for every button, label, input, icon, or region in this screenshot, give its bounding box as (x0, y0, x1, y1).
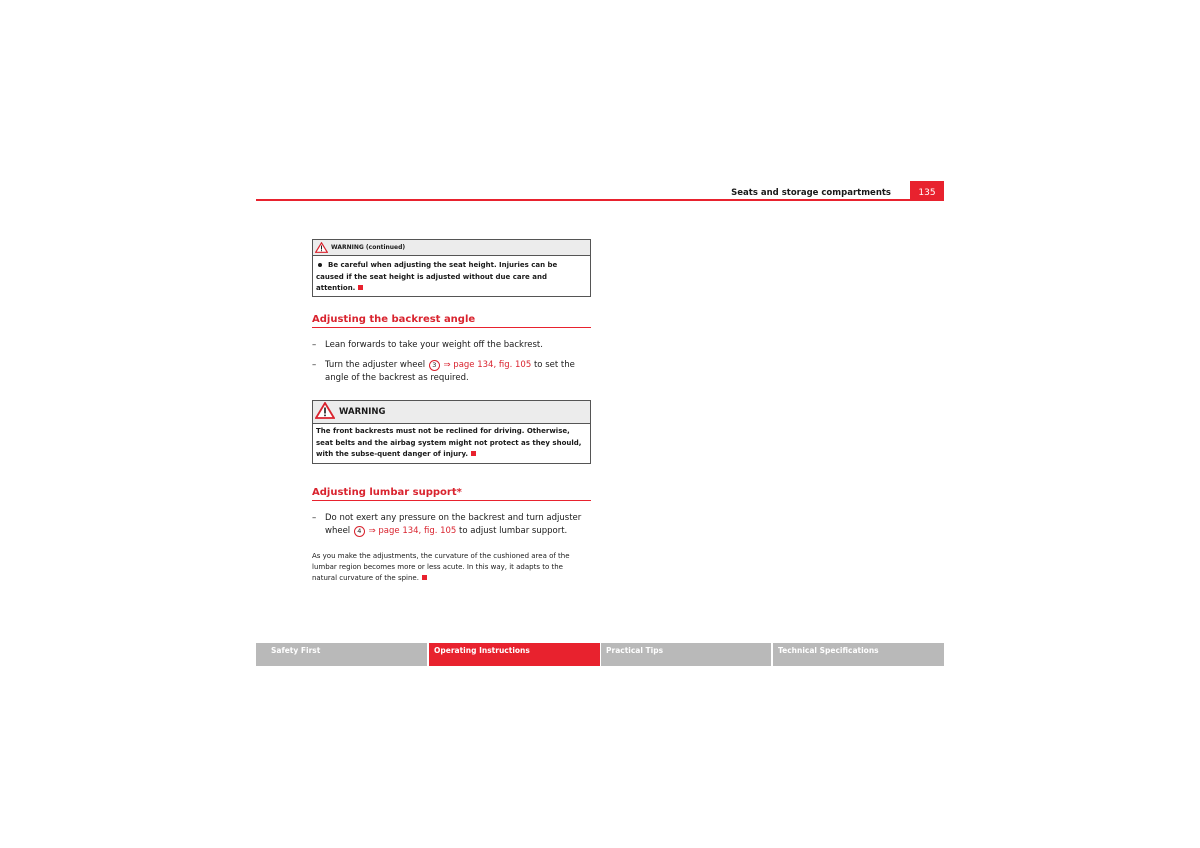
page-number: 135 (910, 181, 944, 201)
callout-number-4: 4 (354, 526, 365, 537)
warning-continued-box (312, 239, 591, 297)
chapter-title: Seats and storage compartments (731, 188, 891, 198)
warning-continued-body (313, 256, 590, 296)
dash-marker: – (312, 360, 317, 370)
warning-body (313, 424, 590, 463)
warning-box (312, 400, 591, 464)
lumbar-paragraph (312, 551, 588, 584)
end-of-section-icon (358, 285, 363, 290)
end-of-section-icon (471, 451, 476, 456)
footer-tab-technical-specifications[interactable]: Technical Specifications (773, 643, 944, 666)
warning-text: The front backrests must not be reclined for driving. Otherwise, seat belts and the airbag system might not protect as they should, with the subse-quent danger of injury. (316, 427, 582, 458)
lumbar-step-1-before: Do not exert any pressure on the backrest and turn adjuster wheel (325, 513, 582, 536)
backrest-page-ref-link[interactable]: ⇒ page 134, fig. 105 (443, 360, 532, 370)
warning-header (313, 401, 590, 424)
backrest-step-2-before: Turn the adjuster wheel (325, 360, 426, 370)
backrest-section-title: Adjusting the backrest angle (312, 314, 591, 328)
lumbar-page-ref-link[interactable]: ⇒ page 134, fig. 105 (368, 525, 457, 536)
warning-triangle-icon (315, 238, 328, 257)
warning-continued-text: Be careful when adjusting the seat height. Injuries can be caused if the seat height is adjusted without due care and attention. (316, 261, 558, 292)
lumbar-paragraph-text: As you make the adjustments, the curvature of the cushioned area of the lumbar region becomes more or less acute. In this way, it adapts to the natural curvature of the spine. (312, 552, 570, 582)
backrest-step-2-after: to set the angle of the backrest as required. (325, 360, 575, 383)
end-of-section-icon (422, 575, 427, 580)
warning-triangle-icon (315, 402, 335, 423)
backrest-step-1-text: Lean forwards to take your weight off the backrest. (325, 340, 543, 350)
lumbar-step-1 (312, 512, 592, 537)
bullet-icon (318, 263, 322, 267)
lumbar-step-1-text (325, 512, 592, 537)
backrest-step-2 (312, 359, 592, 384)
footer-tab-operating-instructions[interactable]: Operating Instructions (429, 643, 600, 666)
dash-marker: – (312, 340, 317, 350)
lumbar-section-title: Adjusting lumbar support* (312, 487, 591, 501)
backrest-step-1 (312, 339, 592, 352)
footer-tab-practical-tips[interactable]: Practical Tips (601, 643, 771, 666)
footer-tab-safety-first[interactable]: Safety First (256, 643, 427, 666)
warning-title: WARNING (339, 407, 386, 417)
dash-marker: – (312, 513, 317, 523)
warning-continued-header (313, 240, 590, 256)
lumbar-step-1-after: to adjust lumbar support. (459, 525, 568, 536)
callout-number-3: 3 (429, 360, 440, 371)
header-rule (256, 199, 944, 201)
warning-continued-title: WARNING (continued) (331, 244, 406, 251)
backrest-step-2-text (325, 359, 592, 384)
